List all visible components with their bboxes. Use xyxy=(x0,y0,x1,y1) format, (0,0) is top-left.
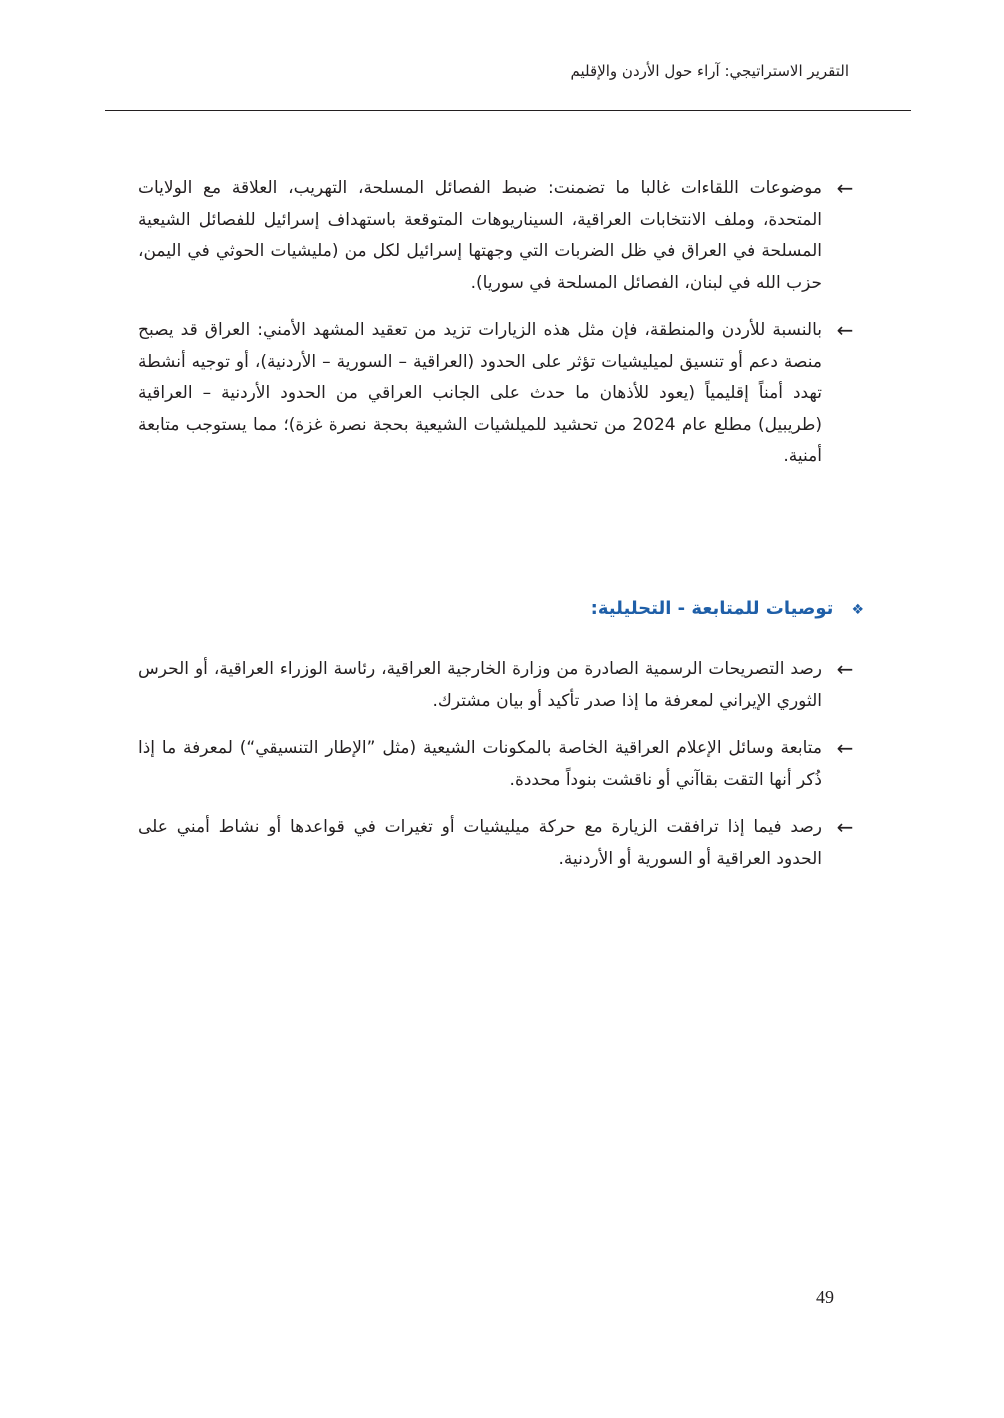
page-number: 49 xyxy=(816,1287,834,1307)
diamond-bullet-icon: ❖ xyxy=(851,602,864,618)
arrow-icon: ← xyxy=(836,815,854,839)
bullet-text: رصد التصريحات الرسمية الصادرة من وزارة الخارجية العراقية، رئاسة الوزراء العراقية، أو الحرس الثوري الإيراني لمعرفة ما إذا صدر تأكيد أو بيان مشترك. xyxy=(138,659,822,711)
top-bullet-list xyxy=(138,173,864,473)
section-heading-text: توصيات للمتابعة - التحليلية: xyxy=(590,598,834,619)
bullet-text: موضوعات اللقاءات غالبا ما تضمنت: ضبط الفصائل المسلحة، التهريب، العلاقة مع الولايات المتحدة، وملف الانتخابات العراقية، السيناريوهات المتوقعة باستهداف إسرائيل للفصائل الشيعية المسلحة في العراق في ظل الضربات التي وجهتها إسرائيل لكل من (مليشيات الحوثي في اليمن، حزب الله في لبنان، الفصائل المسلحة في سوريا). xyxy=(138,178,822,293)
recommendation-item-statements xyxy=(138,654,864,717)
arrow-icon: ← xyxy=(836,318,854,342)
recommendation-item-militia-movement xyxy=(138,812,864,875)
arrow-icon: ← xyxy=(836,176,854,200)
bullet-text: بالنسبة للأردن والمنطقة، فإن مثل هذه الزيارات تزيد من تعقيد المشهد الأمني: العراق قد يصبح منصة دعم أو تنسيق لميليشيات تؤثر على الحدود (العراقية – السورية – الأردنية)، أو توجيه أنشطة تهدد أمناً إقليمياً (يعود للأذهان ما حدث على الجانب العراقي من الحدود الأردنية – العراقية (طريبيل) مطلع عام 2024 من تحشيد للميلشيات الشيعية بحجة نصرة غزة)؛ مما يستوجب متابعة أمنية. xyxy=(138,320,822,466)
arrow-icon: ← xyxy=(836,736,854,760)
recommendations-list xyxy=(138,654,864,875)
recommendation-item-media xyxy=(138,733,864,796)
bullet-text: متابعة وسائل الإعلام العراقية الخاصة بالمكونات الشيعية (مثل ”الإطار التنسيقي“) لمعرفة ما إذا ذُكر أنها التقت بقاآني أو ناقشت بنوداً محددة. xyxy=(138,738,822,790)
bullet-item-meeting-topics xyxy=(138,173,864,299)
header-divider xyxy=(105,110,911,111)
bullet-text: رصد فيما إذا ترافقت الزيارة مع حركة ميليشيات أو تغيرات في قواعدها أو نشاط أمني على الحدود العراقية أو السورية أو الأردنية. xyxy=(138,817,822,869)
arrow-icon: ← xyxy=(836,657,854,681)
section-heading xyxy=(591,598,864,619)
bullet-item-regional-impact xyxy=(138,315,864,473)
running-header-title: التقرير الاستراتيجي: آراء حول الأردن والإقليم xyxy=(570,62,849,80)
